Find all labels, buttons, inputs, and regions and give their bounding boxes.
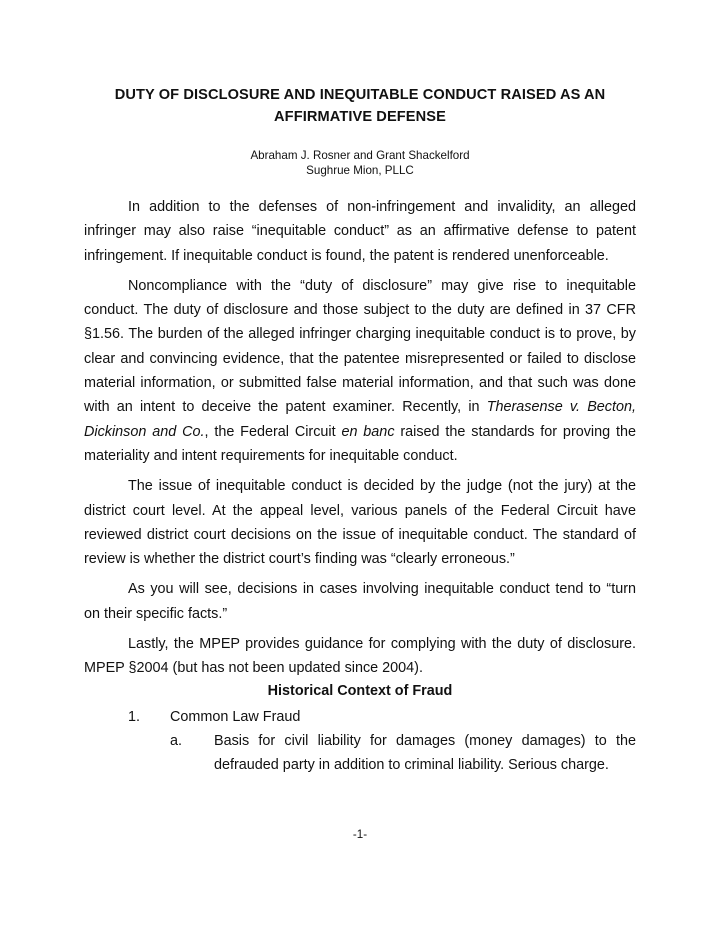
case-name: Therasense v. Becton, Dickinson and Co. [84, 399, 636, 440]
paragraph-4: As you will see, decisions in cases involving inequitable conduct tend to “turn on their specific facts.” [84, 581, 636, 622]
list-item-text: Common Law Fraud [170, 709, 301, 725]
paragraph-5: Lastly, the MPEP provides guidance for complying with the duty of disclosure. MPEP §2004 (but has not been updated since 2004). [84, 636, 636, 677]
authors-line: Abraham J. Rosner and Grant Shackelford [250, 149, 470, 162]
list-item-number: 1. [128, 709, 141, 725]
paragraph-1: In addition to the defenses of non-infringement and invalidity, an alleged infringer may also raise “inequitable conduct” as an affirmative defense to patent infringement. If inequitable conduct is found, the patent is rendered unenforceable. [84, 199, 636, 264]
document-title: DUTY OF DISCLOSURE AND INEQUITABLE CONDUCT RAISED AS AN AFFIRMATIVE DEFENSE [114, 87, 606, 125]
paragraph-3: The issue of inequitable conduct is decided by the judge (not the jury) at the district court level. At the appeal level, various panels of the Federal Circuit have reviewed district court decisions on the issue of inequitable conduct. The standard of review is whether the district court’s finding was “clearly erroneous.” [84, 478, 636, 568]
author-block [84, 148, 636, 178]
list-item-letter: a. [170, 733, 183, 749]
page-number: -1- [352, 828, 368, 841]
paragraph-2-part-b: , the Federal Circuit [204, 423, 342, 440]
paragraph-2-part-a: Noncompliance with the “duty of disclosure” may give rise to inequitable conduct. The duty of disclosure and those subject to the duty are defined in 37 CFR §1.56. The burden of the alleged infringer charging inequitable conduct is to prove, by clear and convincing evidence, that the patentee misrepresented or failed to disclose material information, or submitted false material information, and that such was done with an intent to deceive the patent examiner. Recently, in [84, 277, 636, 416]
en-banc-term: en banc [341, 423, 395, 440]
body-text [84, 195, 636, 687]
paragraph-2-part-c: raised the standards for proving the materiality and intent requirements for inequitable conduct. [84, 423, 636, 464]
firm-line: Sughrue Mion, PLLC [306, 164, 414, 177]
list-item-1a [170, 729, 636, 778]
list-item-1 [128, 705, 300, 729]
list-item-text: Basis for civil liability for damages (money damages) to the defrauded party in addition to criminal liability. Serious charge. [214, 733, 636, 774]
section-heading: Historical Context of Fraud [267, 683, 453, 699]
paragraph-2 [84, 274, 636, 468]
